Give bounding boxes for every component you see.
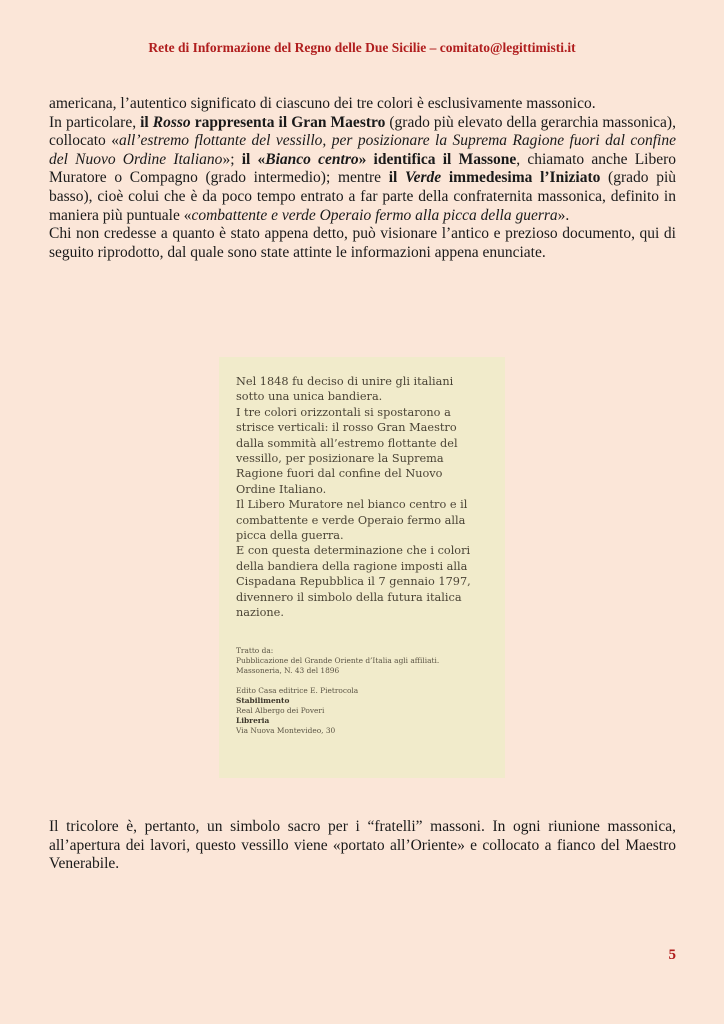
document-line: Il Libero Muratore nel bianco centro e il	[236, 498, 468, 512]
document-line: picca della guerra.	[236, 529, 344, 543]
page-header: Rete di Informazione del Regno delle Due Sicilie – comitato@legittimisti.it	[148, 40, 576, 55]
paragraph-1: americana, l’autentico significato di ciascuno dei tre colori è esclusivamente massonico.	[49, 95, 596, 112]
document-source	[236, 646, 493, 736]
paragraph-4: Il tricolore è, pertanto, un simbolo sacro per i “fratelli” massoni. In ogni riunione massonica, all’apertura dei lavori, questo vessillo viene «portato all’Oriente» e collocato a fianco del Maestro Venerabile.	[49, 818, 676, 873]
source-line: Massoneria, N. 43 del 1896	[236, 665, 340, 675]
document-line: dalla sommità all’estremo flottante del	[236, 436, 458, 450]
document-line: strisce verticali: il rosso Gran Maestro	[236, 421, 457, 435]
document-line: della bandiera della ragione imposti alla	[236, 559, 468, 573]
paragraph-2: In particolare, il Rosso rappresenta il Gran Maestro (grado più elevato della gerarchia massonica), collocato «all’estremo flottante del vessillo, per posizionare la Suprema Ragione fuori dal confine del Nuovo Ordine Italiano»; il «Bianco centro» identifica il Massone, chiamato anche Libero Muratore o Compagno (grado intermedio); mentre il Verde immedesima l’Iniziato (grado più basso), cioè colui che è da poco tempo entrato a far parte della confraternita massonica, definito in maniera più puntuale «combattente e verde Operaio fermo alla picca della guerra».	[49, 113, 677, 224]
source-line: Via Nuova Montevideo, 30	[236, 725, 336, 735]
source-line: Real Albergo dei Poveri	[236, 705, 325, 715]
document-text	[236, 374, 493, 621]
document-line: E con questa determinazione che i colori	[236, 544, 471, 558]
page-number: 5	[668, 947, 676, 963]
source-line: Stabilimento	[236, 695, 290, 705]
historical-document-image	[219, 357, 505, 778]
document-line: vessillo, per posizionare la Suprema	[236, 452, 444, 466]
document-line: combattente e verde Operaio fermo alla	[236, 513, 466, 527]
document-line: Cispadana Repubblica il 7 gennaio 1797,	[236, 575, 471, 589]
body-text-top	[49, 95, 676, 262]
document-line: Ordine Italiano.	[236, 482, 327, 496]
body-text-bottom	[49, 818, 676, 874]
document-line: nazione.	[236, 606, 284, 620]
source-line: Pubblicazione del Grande Oriente d’Italia agli affiliati.	[236, 655, 440, 665]
document-line: Nel 1848 fu deciso di unire gli italiani	[236, 375, 454, 388]
source-line: Edito Casa editrice E. Pietrocola	[236, 685, 359, 695]
document-line: divennero il simbolo della futura italica	[236, 590, 462, 604]
document-line: sotto una unica bandiera.	[236, 390, 383, 404]
document-line: I tre colori orizzontali si spostarono a	[236, 405, 451, 419]
source-line: Tratto da:	[236, 645, 274, 655]
source-line: Libreria	[236, 715, 270, 725]
paragraph-3: Chi non credesse a quanto è stato appena detto, può visionare l’antico e prezioso documento, qui di seguito riprodotto, dal quale sono state attinte le informazioni appena enunciate.	[49, 225, 676, 261]
document-line: Ragione fuori dal confine del Nuovo	[236, 467, 443, 481]
